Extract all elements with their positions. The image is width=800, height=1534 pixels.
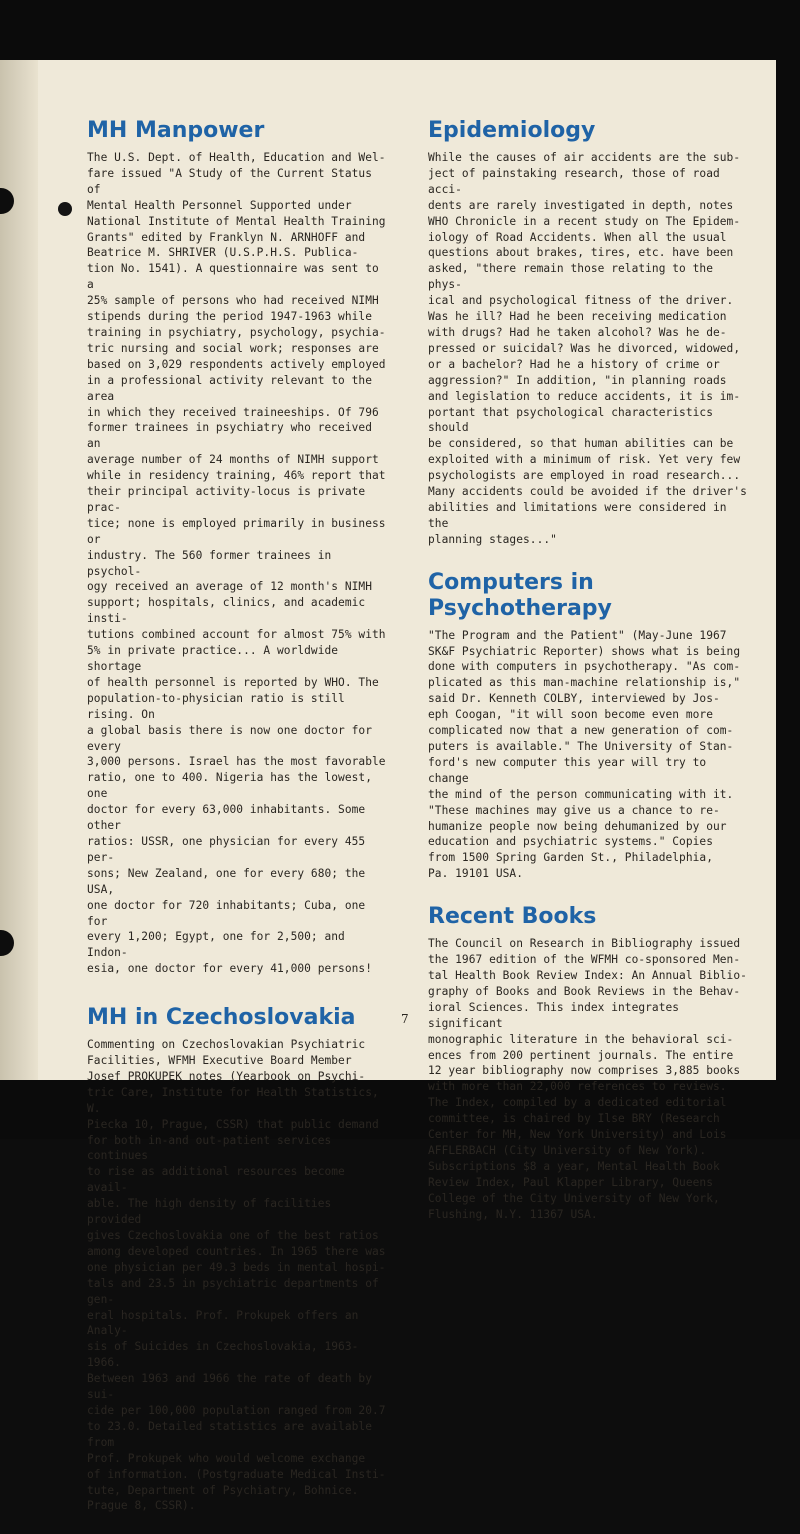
- left-column: [87, 118, 392, 1534]
- section-heading: Recent Books: [428, 904, 597, 930]
- section-mh-manpower: [87, 118, 392, 977]
- section-computers-psychotherapy: [428, 570, 748, 883]
- section-body: The Council on Research in Bibliography issued the 1967 edition of the WFMH co-sponsored Men- tal Health Book Review Index: An Annual Biblio- graphy of Books and Book Reviews in the Behav- ioral Sciences. This index integrates significant monographic literature in the behavioral sci- ences from 200 pertinent journals. The entire 12 year bibliography now comprises 3,885 books with more than 22,000 references to reviews. The Index, compiled by a dedicated editorial committee, is chaired by Ilse BRY (Research Center for MH, New York University) and Lois AFFLERBACH (City University of New York). Subscriptions $8 a year, Mental Health Book Review Index, Paul Klapper Library, Queens College of the City University of New York, Flushing, N.Y. 11367 USA.: [428, 937, 747, 1221]
- section-heading: MH Manpower: [87, 118, 265, 143]
- page-number: 7: [401, 1012, 409, 1026]
- section-heading: Epidemiology: [428, 118, 596, 143]
- section-body: While the causes of air accidents are the sub- ject of painstaking research, those of road acci- dents are rarely investigated in depth, notes WHO Chronicle in a recent study on The Epidem- iology of Road Accidents. When all the usual questions about brakes, tires, etc. have been asked, "there remain those relating to the phys- ical and psychological fitness of the driver. Was he ill? Had he been receiving medication with drugs? Had he taken alcohol? Was he de- pressed or suicidal? Was he divorced, widowed, or a bachelor? Had he a history of crime or aggression?" In addition, "in planning roads and legislation to reduce accidents, it is im- portant that psychological characteristics should be considered, so that human abilities can be exploited with a minimum of risk. Yet very few psychologists are employed in road research... Many accidents could be avoided if the driver's abilities and limitations were considered in the planning stages...": [428, 151, 747, 546]
- section-epidemiology: [428, 118, 748, 548]
- section-mh-czechoslovakia: [87, 1005, 392, 1514]
- section-body: The U.S. Dept. of Health, Education and Wel- fare issued "A Study of the Current Status of Mental Health Personnel Supported under National Institute of Mental Health Training Grants" edited by Franklyn N. ARNHOFF and Beatrice M. SHRIVER (U.S.P.H.S. Publica- tion No. 1541). A questionnaire was sent to a 25% sample of persons who had received NIMH stipends during the period 1947-1963 while training in psychiatry, psychology, psychia- tric nursing and social work; responses are based on 3,029 respondents actively employed in a professional activity relevant to the area in which they received traineeships. Of 796 former trainees in psychiatry who received an average number of 24 months of NIMH support while in residency training, 46% report that their principal activity-locus is private prac- tice; none is employed primarily in business or industry. The 560 former trainees in psychol- ogy received an average of 12 month's NIMH support; hospitals, clinics, and academic insti- tutions combined account for almost 75% with 5% in private practice... A worldwide shortage of health personnel is reported by WHO. The population-to-physician ratio is still rising. On a global basis there is now one doctor for every 3,000 persons. Israel has the most favorable ratio, one to 400. Nigeria has the lowest, one doctor for every 63,000 inhabitants. Some other ratios: USSR, one physician for every 455 per- sons; New Zealand, one for every 680; the USA, one doctor for 720 inhabitants; Cuba, one for every 1,200; Egypt, one for 2,500; and Indon- esia, one doctor for every 41,000 persons!: [87, 151, 386, 976]
- section-heading: MH in Czechoslovakia: [87, 1005, 356, 1031]
- ink-blot: [58, 202, 72, 216]
- section-body: "The Program and the Patient" (May-June 1967 SK&F Psychiatric Reporter) shows what is being done with computers in psychotherapy. "As com- plicated as this man-machine relationship is," said Dr. Kenneth COLBY, interviewed by Jos- eph Coogan, "it will soon become even more complicated now that a new generation of com- puters is available." The University of Stan- ford's new computer this year will try to change the mind of the person communicating with it. "These machines may give us a chance to re- humanize people now being dehumanized by our education and psychiatric systems." Copies from 1500 Spring Garden St., Philadelphia, Pa. 19101 USA.: [428, 628, 741, 881]
- section-heading: Computers in Psychotherapy: [428, 569, 612, 621]
- right-column: [428, 118, 748, 1242]
- section-recent-books: [428, 904, 748, 1222]
- section-body: Commenting on Czechoslovakian Psychiatric Facilities, WFMH Executive Board Member Josef PROKUPEK notes (Yearbook on Psychi- tric Care, Institute for Health Statistics, W. Piecka 10, Prague, CSSR) that public demand for both in-and out-patient services continues to rise as additional resources become avail- able. The high density of facilities provided gives Czechoslovakia one of the best ratios among developed countries. In 1965 there was one physician per 49.3 beds in mental hospi- tals and 23.5 in psychiatric departments of gen- eral hospitals. Prof. Prokupek offers an Analy- sis of Suicides in Czechoslovakia, 1963-1966. Between 1963 and 1966 the rate of death by sui- cide per 100,000 population ranged from 20.7 to 23.0. Detailed statistics are available from Prof. Prokupek who would welcome exchange of information. (Postgraduate Medical Insti- tute, Department of Psychiatry, Bohnice. Prague 8, CSSR).: [87, 1038, 386, 1513]
